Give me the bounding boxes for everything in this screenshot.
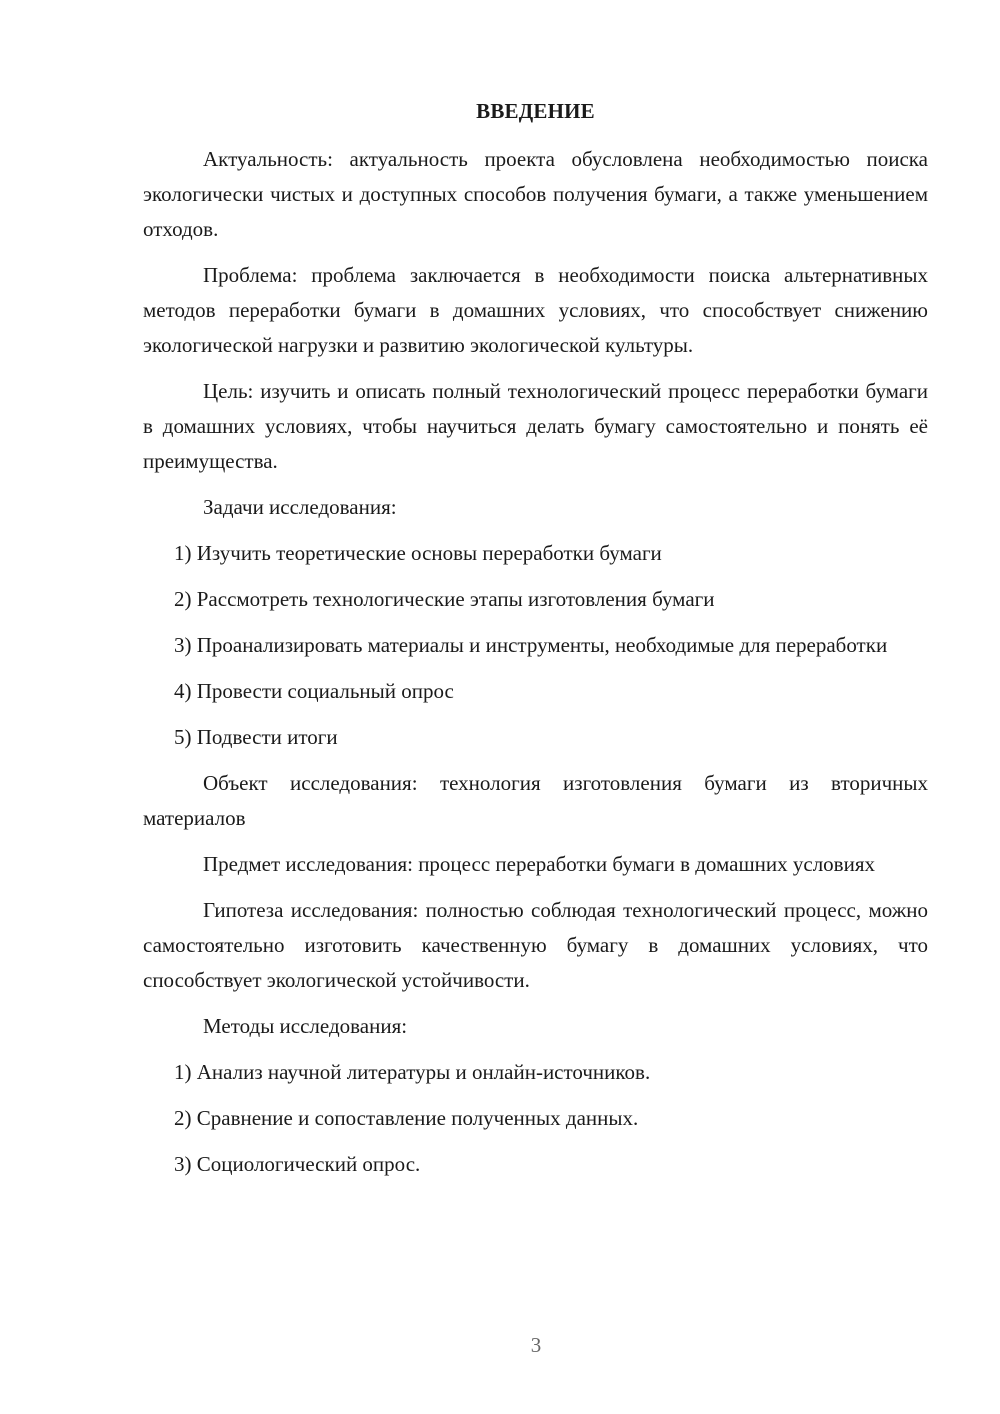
list-item: 5) Подвести итоги: [174, 725, 338, 749]
paragraph-hypothesis: Гипотеза исследования: полностью соблюдая технологический процесс, можно самостоятельно изготовить качественную бумагу в домашних условиях, что способствует экологической устойчивости.: [143, 898, 928, 992]
page-number: 3: [530, 1333, 542, 1357]
paragraph-tasks-title: Задачи исследования:: [203, 495, 397, 519]
paragraph-relevance: Актуальность: актуальность проекта обусловлена необходимостью поиска экологически чистых и доступных способов получения бумаги, а также уменьшением отходов.: [143, 147, 928, 241]
paragraph-problem: Проблема: проблема заключается в необходимости поиска альтернативных методов переработки бумаги в домашних условиях, что способствует снижению экологической нагрузки и развитию экологической культуры.: [143, 263, 928, 357]
list-item: 3) Социологический опрос.: [174, 1152, 421, 1176]
paragraph-goal: Цель: изучить и описать полный технологический процесс переработки бумаги в домашних условиях, чтобы научиться делать бумагу самостоятельно и понять её преимущества.: [143, 379, 928, 473]
list-item: 3) Проанализировать материалы и инструменты, необходимые для переработки: [174, 633, 888, 657]
list-item: 4) Провести социальный опрос: [174, 679, 454, 703]
paragraph-methods-title: Методы исследования:: [203, 1014, 408, 1038]
document-page: [143, 96, 928, 1193]
list-item: 1) Анализ научной литературы и онлайн-источников.: [174, 1060, 651, 1084]
paragraph-object: Объект исследования: технология изготовления бумаги из вторичных материалов: [143, 771, 928, 830]
list-item: 1) Изучить теоретические основы переработки бумаги: [174, 541, 662, 565]
list-item: 2) Рассмотреть технологические этапы изготовления бумаги: [174, 587, 715, 611]
list-item: 2) Сравнение и сопоставление полученных данных.: [174, 1106, 639, 1130]
section-heading: ВВЕДЕНИЕ: [476, 99, 595, 123]
paragraph-subject: Предмет исследования: процесс переработки бумаги в домашних условиях: [203, 852, 875, 876]
